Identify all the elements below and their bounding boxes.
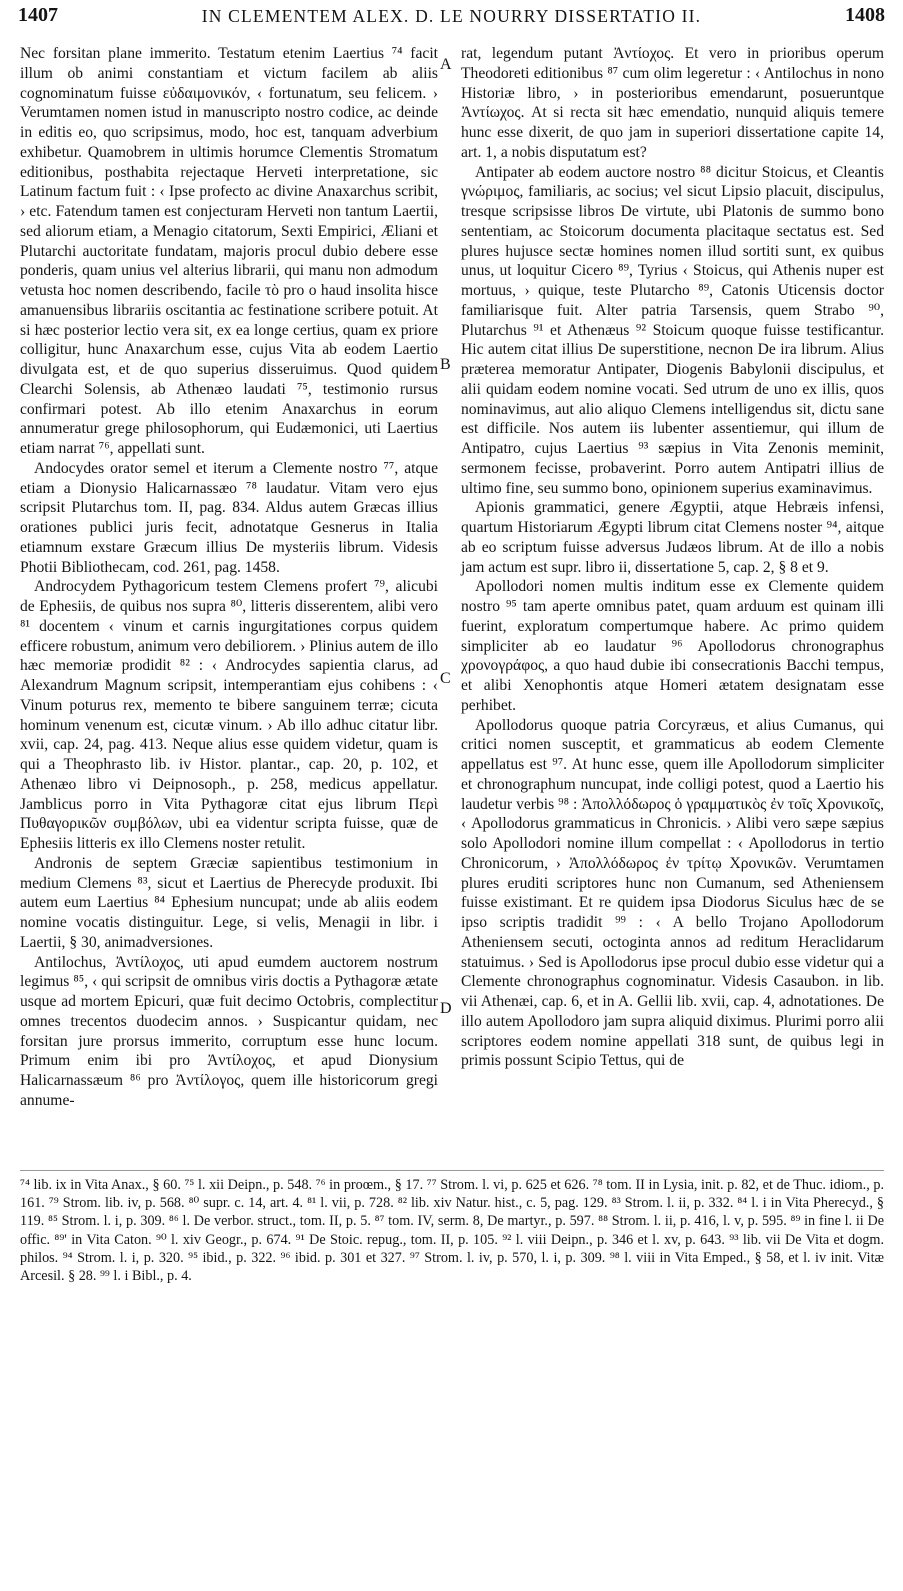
page-number-left: 1407 xyxy=(18,4,58,26)
paragraph-andocydes: Andocydes orator semel et iterum a Clemente nostro ⁷⁷, atque etiam a Dionysio Halicarnassæo ⁷⁸ laudatur. Vitam vero ejus scripsit Plutarchus tom. II, pag. 834. Aldus autem Græcas illius orationes publici juris fecit, adnotatque Gesnerus in Italia etiamnum exstare Græcum illius De mysteriis librum. Videsis Photii Bibliothecam, cod. 261, pag. 1458. xyxy=(20,459,438,576)
paragraph-androcydes: Androcydem Pythagoricum testem Clemens profert ⁷⁹, alicubi de Ephesiis, de quibus nos supra ⁸⁰, litteris disserentem, alibi vero ⁸¹ docentem ‹ vinum et carnis ingurgitationes corpus quidem efficere robustum, animum vero debiliorem. › Plinius autem de illo hæc memoriæ prodidit ⁸² : ‹ Androcydes sapientia clarus, ad Alexandrum Magnum scripsit, intemperantiam ejus cohibens : ‹ Vinum poturus rex, memento te bibere sanguinem terræ; cicuta hominum venenum est, cicutæ vinum. › Ab illo adhuc citatur libr. xvii, cap. 24, pag. 413. Neque alius esse quidem videtur, quam is qui a Theophrasto lib. iv Histor. plantar., cap. 20, p. 102, et Athenæo libro vi Deipnosoph., p. 258, medicus appellatur. Jamblicus porro in Vita Pythagoræ citat ejus librum Περὶ Πυθαγορικῶν συμβόλων, ubi ea videntur scripta fuisse, quæ de Ephesiis litteris ex illo Clemens noster retulit. xyxy=(20,578,438,852)
page-number-right: 1408 xyxy=(845,4,885,26)
paragraph-anaxarchus: Nec forsitan plane immerito. Testatum etenim Laertius ⁷⁴ facit illum ob animi constantiam et victum facilem ab aliis cognominatum fuisse εὐδαιμονικόν, ‹ fortunatum, seu felicem. › Verumtamen nomen istud in manuscripto nostro codice, ac deinde in editis eo, quo scripsimus, modo, hoc est, tanquam adverbium exhibetur. Quamobrem in ultimis horumce Clementis Stromatum editionibus, posthabita rejectaque Herveti interpretatione, sic Latinum factum fuit : ‹ Ipse profecto ac divine Anaxarchus scribit, › etc. Fatendum tamen est conjecturam Herveti non tantum Laertii, sed aliorum etiam, a Menagio citatorum, Sexti Empirici, Æliani et Plutarchi auctoritate fundatam, majoris procul dubio debere esse ponderis, quam unius vel alterius librarii, qui manu non admodum vetusta hoc nomen describendo, facile τὸ pro ο haud insolita hisce amanuensibus librariis oscitantia ac festinatione scribere potuit. At si hæc posterior lectio vera sit, ex ea longe certius, quam ex priore colligitur, hunc Anaxarchum esse, cujus Vita ab eodem Laertio divulgata est, et de quo superius disseruimus. Quod quidem Clearchi Solensis, ab Athenæo laudati ⁷⁵, testimonio rursus confirmari potest. Ab illo etenim Anaxarchus in eorum annumeratur grege philosophorum, qui Eudæmonici, uti Laertius etiam narrat ⁷⁶, appellati sunt. xyxy=(20,45,438,457)
margin-marker-c: C xyxy=(440,670,451,687)
paragraph-antilochus: Antilochus, Ἀντίλοχος, uti apud eumdem auctorem nostrum legimus ⁸⁵, ‹ qui scripsit de omnibus viris doctis a Pythagoræ ætate usque ad mortem Epicuri, quæ fuit decimo Octobris, complectitur omnes trecentos duodecim annos. › Suspicantur quidam, nec forsitan jure prorsus immerito, corruptum esse hunc locum. Primum enim ibi pro Ἀντίλοχος, et apud Dionysium Halicarnassæum ⁸⁶ pro Ἀντίλογος, quem ille historicorum gregi annume- xyxy=(20,953,438,1109)
running-header xyxy=(18,4,885,38)
margin-marker-d: D xyxy=(440,1000,452,1017)
left-column xyxy=(20,44,438,1111)
margin-marker-a: A xyxy=(440,56,452,73)
paragraph-andron: Andronis de septem Græciæ sapientibus testimonium in medium Clemens ⁸³, sicut et Laertius de Pherecyde produxit. Ibi autem eum Laertius ⁸⁴ Ephesium nuncupat; unde ab aliis eodem nomine vocatis distinguitur. Lege, si velis, Menagii in libr. i Laertii, § 30, animadversiones. xyxy=(20,854,438,951)
paragraph-antilochus-continued: rat, legendum putant Ἀντίοχος. Et vero in prioribus operum Theodoreti editionibus ⁸⁷ cum olim legeretur : ‹ Antilochus in nono Historiæ libro, › in posterioribus emendarunt, posueruntque Ἀντίωχος. At si recta sit hæc emendatio, nunquid aliquis temere hunc esse dixerit, de quo jam in superiori dissertatione capite 14, art. 1, a nobis disputatum est? xyxy=(461,45,884,161)
running-title: IN CLEMENTEM ALEX. D. LE NOURRY DISSERTATIO II. xyxy=(201,6,702,26)
footnote-separator xyxy=(20,1170,884,1171)
paragraph-apollodorus-corcyraeus: Apollodorus quoque patria Corcyræus, et alius Cumanus, qui critici nomen susceptit, et grammaticus ab eodem Clemente appellatus est ⁹⁷. At hunc esse, quem ille Apollodorum simpliciter et chronographum nuncupat, inde colligi potest, quod a Laertio his laudetur verbis ⁹⁸ : Ἀπολλόδωρος ὁ γραμματικὸς ἐν τοῖς Χρονικοῖς, ‹ Apollodorus grammaticus in Chronicis. › Alibi vero sæpe sæpius solo Apollodori nomine illum compellat : ‹ Apollodorus in tertio Chronicorum, › Ἀπολλόδωρος ἐν τρίτῳ Χρονικῶν. Verumtamen plures eruditi scriptores hunc non Cumanum, sed Atheniensem fuisse existimant. Et re quidem ipsa Diodorus Siculus hæc de se ipso scriptis tradidit ⁹⁹ : ‹ A bello Trojano Apollodorum Atheniensem secuti, octoginta annos ad reditum Heraclidarum statuimus. › Sed is Apollodorus ipse procul dubio esse videtur qui a Clemente chronographus cognominatur. Videsis Casaubon. in lib. vii Athenæi, cap. 6, et in A. Gellii lib. xvii, cap. 4, adnotationes. De illo autem Apollodoro jam supra aliquid diximus. Plurimi porro alii scriptores eodem nomine appellati 318 sunt, de quibus legi in primis possunt Scipio Tettus, qui de xyxy=(461,716,884,1070)
paragraph-apion: Apionis grammatici, genere Ægyptii, atque Hebræis infensi, quartum Historiarum Ægypti librum citat Clemens noster ⁹⁴, aitque ab eo scriptum fuisse adversus Judæos librum. At de illo a nobis jam actum est supr. libro ii, dissertatione 5, cap. 2, § 8 et 9. xyxy=(461,499,884,576)
right-column xyxy=(461,44,884,1071)
paragraph-antipater: Antipater ab eodem auctore nostro ⁸⁸ dicitur Stoicus, et Cleantis γνώριμος, familiaris, ac socius; vel sicut Lipsio placuit, discipulus, tresque scripsisse libros De virtute, ubi Platonis de summo bono sententiam, ac Stoicorum documenta placitaque sectatus est. Sed plures hujusce sectæ homines nomen illud sortiti sunt, ex quibus unus, ut loquitur Cicero ⁸⁹, Tyrius ‹ Stoicus, qui Athenis nuper est mortuus, › quique, teste Plutarcho ⁸⁹, Catonis Uticensis doctor familiarisque fuit. Alter patria Tarsensis, quem Strabo ⁹⁰, Plutarchus ⁹¹ et Athenæus ⁹² Stoicum quoque fuisse testificantur. Hic autem citat illius De superstitione, necnon De ira librum. Alius præterea memoratur Antipater, Diogenis Babylonii discipulus, et alii quidam eodem nomine vocati. Sed utrum de uno ex illis, quos nominavimus, aut alio aliquo Clemens intelligendus sit, dictu sane est difficile. Nos autem iis lubenter assentiemur, qui illum de Antipatro, cujus Laertius ⁹³ sæpius in Vita Zenonis meminit, sermonem fecisse, probaverint. Porro autem Antipatri illius de ultimo fine, seu summo bono, opinionem superius examinavimus. xyxy=(461,163,884,497)
footnotes: ⁷⁴ lib. ix in Vita Anax., § 60. ⁷⁵ l. xii Deipn., p. 548. ⁷⁶ in proœm., § 17. ⁷⁷ Strom. l. vi, p. 625 et 626. ⁷⁸ tom. II in Lysia, init. p. 82, et de Thuc. idiom., p. 161. ⁷⁹ Strom. lib. iv, p. 568. ⁸⁰ supr. c. 14, art. 4. ⁸¹ l. vii, p. 728. ⁸² lib. xiv Natur. hist., c. 5, pag. 129. ⁸³ Strom. l. ii, p. 332. ⁸⁴ l. i in Vita Pherecyd., § 119. ⁸⁵ Strom. l. i, p. 309. ⁸⁶ l. De verbor. struct., tom. II, p. 5. ⁸⁷ tom. IV, serm. 8, De martyr., p. 597. ⁸⁸ Strom. l. ii, p. 416, l. v, p. 595. ⁸⁹ in fine l. ii De offic. ⁸⁹' in Vita Caton. ⁹⁰ l. xiv Geogr., p. 674. ⁹¹ De Stoic. repug., tom. II, p. 105. ⁹² l. viii Deipn., p. 346 et l. xv, p. 643. ⁹³ lib. vii De Vita et dogm. philos. ⁹⁴ Strom. l. i, p. 320. ⁹⁵ ibid., p. 322. ⁹⁶ ibid. p. 301 et 327. ⁹⁷ Strom. l. iv, p. 570, l. i, p. 309. ⁹⁸ l. viii in Vita Emped., § 58, et l. iv init. Vitæ Arcesil. § 28. ⁹⁹ l. i Bibl., p. 4. xyxy=(20,1177,884,1285)
paragraph-apollodorus: Apollodori nomen multis inditum esse ex Clemente quidem nostro ⁹⁵ tam aperte omnibus patet, quam arduum est quinam illi fuerint, exploratum compertumque habere. Ac primo quidem simpliciter ab eo laudatur ⁹⁶ Apollodorus chronographus χρονογράφος, a quo haud dubie ibi consecrationis Bacchi tempus, et alibi Xenophontis atque Homeri ætatem designatam esse perhibet. xyxy=(461,578,884,714)
margin-marker-b: B xyxy=(440,356,451,373)
